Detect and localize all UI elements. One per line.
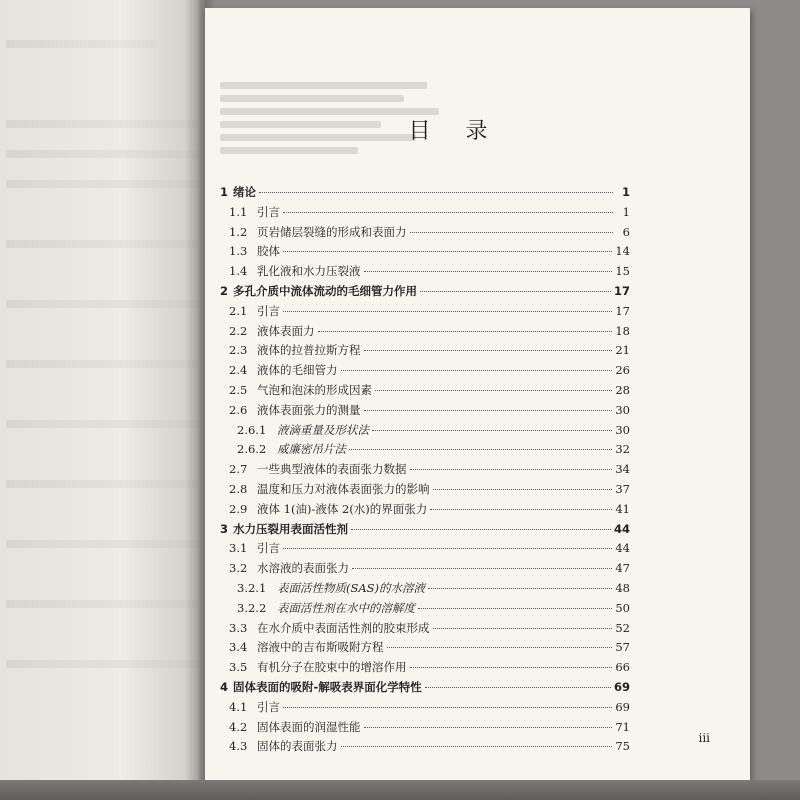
page-title: 目 录 [408,119,502,144]
toc-entry-page: 37 [615,482,630,496]
toc-entry [229,303,630,323]
dot-leader [283,311,612,312]
toc-entry-number: 2.3 [229,343,248,358]
dot-leader [259,192,613,193]
dot-leader [433,628,613,629]
toc-entry-page: 50 [615,600,630,615]
toc-entry [229,560,630,580]
left-page-text-line [6,660,199,668]
dot-leader [430,509,612,510]
toc-entry-number: 4.3 [229,739,248,754]
dot-leader [341,370,613,371]
left-page-text-line [6,240,199,248]
toc-entry-title: 引言 [257,541,280,556]
toc-entry [220,679,630,699]
toc-entry-number: 3.2.2 [237,600,267,615]
toc-entry-title: 一些典型液体的表面张力数据 [257,462,407,477]
dot-leader [387,647,613,648]
toc-entry [237,600,630,620]
toc-entry-title: 在水介质中表面活性剂的胶束形成 [257,620,430,635]
toc-entry-number: 2.4 [229,363,248,378]
toc-entry-title: 有机分子在胶束中的增溶作用 [257,660,407,675]
toc-entry-number: 2 [220,284,229,298]
toc-entry-number: 2.9 [229,501,248,516]
dot-leader [372,430,612,431]
toc-entry-title: 多孔介质中流体流动的毛细管力作用 [233,284,417,298]
table-surface [0,780,800,800]
left-page-text-line [6,180,199,188]
toc-entry-page: 34 [615,462,630,477]
toc-entry-number: 2.6.2 [237,442,267,457]
toc-entry [229,719,630,739]
toc-entry-title: 固体表面的润湿性能 [257,719,361,734]
toc-entry-title: 引言 [257,699,280,714]
toc-entry-page: 41 [615,501,630,516]
toc-entry [229,263,630,283]
dot-leader [375,390,612,391]
dot-leader [418,608,612,609]
page-number: iii [698,731,710,745]
toc-entry [229,738,630,758]
dot-leader [364,350,613,351]
toc-entry-title: 绪论 [233,185,256,199]
toc-entry-title: 水溶液的表面张力 [257,561,349,576]
toc-entry [229,243,630,263]
toc-entry-title: 胶体 [257,244,280,259]
toc-entry-page: 21 [615,343,630,358]
toc-entry-page: 47 [615,561,630,576]
toc-entry-title: 引言 [257,303,280,318]
toc-entry-title: 页岩储层裂缝的形成和表面力 [257,224,407,239]
toc-entry-number: 2.2 [229,323,248,338]
toc-entry-title: 液体 1(油)-液体 2(水)的界面张力 [257,501,428,516]
toc-entry-number: 2.8 [229,482,248,496]
toc-entry [229,481,630,501]
toc-entry [229,699,630,719]
toc-entry-title: 水力压裂用表面活性剂 [233,521,348,536]
toc-entry-number: 2.6 [229,402,248,417]
toc-entry-page: 28 [615,383,630,397]
toc-entry [229,501,630,521]
toc-entry-number: 4.2 [229,719,248,734]
toc-entry-page: 17 [613,284,630,298]
toc-entry-title: 液滴重量及形状法 [277,422,369,437]
dot-leader [364,271,613,272]
toc-entry [220,184,630,204]
toc-entry [237,580,630,600]
toc-entry [229,342,630,362]
toc-entry-title: 溶液中的吉布斯吸附方程 [257,640,384,655]
toc-entry-title: 温度和压力对液体表面张力的影响 [257,482,430,496]
dot-leader [349,449,612,450]
toc-entry-number: 3.2.1 [237,581,267,595]
toc-entry-page: 44 [615,541,630,556]
dot-leader [410,469,613,470]
toc-entry-page: 1 [621,185,630,199]
toc-entry-title: 乳化液和水力压裂液 [257,264,361,279]
left-page-text-line [6,420,199,428]
toc-entry [229,323,630,343]
left-page-text-line [6,480,199,488]
dot-leader [351,529,611,530]
toc-entry [229,639,630,659]
dot-leader [364,727,613,728]
toc-entry-page: 1 [622,204,630,219]
toc-entry-page: 52 [615,620,630,635]
toc-entry-title: 液体的毛细管力 [257,363,338,378]
toc-entry-title: 表面活性剂在水中的溶解度 [277,600,415,615]
toc-entry-number: 3.4 [229,640,248,655]
toc-entry-page: 15 [615,264,630,279]
toc-entry-number: 1.3 [229,244,248,259]
toc-entry-title: 威廉密吊片法 [277,442,346,457]
dot-leader [428,588,612,589]
toc-entry-title: 固体表面的吸附-解吸表界面化学特性 [233,680,422,694]
dot-leader [433,489,613,490]
toc-entry-number: 3.3 [229,620,248,635]
toc-entry-page: 57 [615,640,630,655]
toc-entry-page: 71 [615,719,630,734]
left-page-text-line [6,150,199,158]
left-page-text-line [6,40,156,48]
toc-entry [229,540,630,560]
toc-entry-number: 2.7 [229,462,248,477]
toc-entry-number: 3.2 [229,561,248,576]
toc-entry-number: 4 [220,680,229,694]
toc-entry [237,441,630,461]
toc-entry-page: 69 [613,680,630,694]
dot-leader [410,232,614,233]
toc-entry-number: 2.1 [229,303,248,318]
dot-leader [283,251,612,252]
toc-entry-title: 气泡和泡沫的形成因素 [257,383,372,397]
toc-entry-number: 3.1 [229,541,248,556]
toc-entry-title: 表面活性物质(SAS)的水溶液 [277,581,426,595]
dot-leader [364,410,613,411]
toc-entry-number: 3 [220,521,229,536]
toc-entry [229,382,630,402]
toc-entry-page: 69 [615,699,630,714]
dot-leader [283,707,612,708]
left-page-text-line [6,360,199,368]
toc-entry-number: 1.2 [229,224,248,239]
toc-entry-page: 30 [615,402,630,417]
left-page-text-line [6,120,199,128]
dot-leader [410,667,613,668]
toc-entry-title: 引言 [257,204,280,219]
toc-entry-number: 4.1 [229,699,248,714]
toc-entry-title: 液体的拉普拉斯方程 [257,343,361,358]
toc-entry-page: 44 [613,521,630,536]
toc-entry-title: 液体表面张力的测量 [257,402,361,417]
toc-entry-title: 固体的表面张力 [257,739,338,754]
toc-entry-page: 18 [615,323,630,338]
dot-leader [341,746,613,747]
toc-entry [229,461,630,481]
right-page [205,8,750,783]
toc-entry [220,283,630,303]
toc-entry-page: 30 [615,422,630,437]
toc-entry-number: 1.4 [229,264,248,279]
left-page-text-line [6,600,199,608]
toc-entry-page: 17 [615,303,630,318]
dot-leader [283,212,613,213]
dot-leader [352,568,612,569]
dot-leader [420,291,611,292]
toc-entry-number: 1.1 [229,204,248,219]
toc-entry-page: 75 [615,739,630,754]
toc-entry [229,620,630,640]
toc-entry [229,204,630,224]
toc-entry [229,402,630,422]
dot-leader [425,687,611,688]
toc-entry-page: 26 [615,363,630,378]
toc-entry-number: 1 [220,185,229,199]
left-page [0,0,205,800]
toc-entry-page: 48 [615,581,630,595]
dot-leader [318,331,613,332]
toc-entry-page: 14 [615,244,630,259]
toc-entry-number: 3.5 [229,660,248,675]
toc-entry-page: 66 [615,660,630,675]
dot-leader [283,548,612,549]
toc-entry-number: 2.6.1 [237,422,267,437]
toc-entry [229,362,630,382]
toc-entry-title: 液体表面力 [257,323,315,338]
toc-entry [229,659,630,679]
toc-entry-number: 2.5 [229,383,248,397]
toc-entry [220,521,630,541]
toc-entry-page: 6 [622,224,630,239]
left-page-text-line [6,300,199,308]
toc-entry [229,224,630,244]
toc-entry [237,422,630,442]
left-page-text-line [6,540,199,548]
toc-entry-page: 32 [615,442,630,457]
